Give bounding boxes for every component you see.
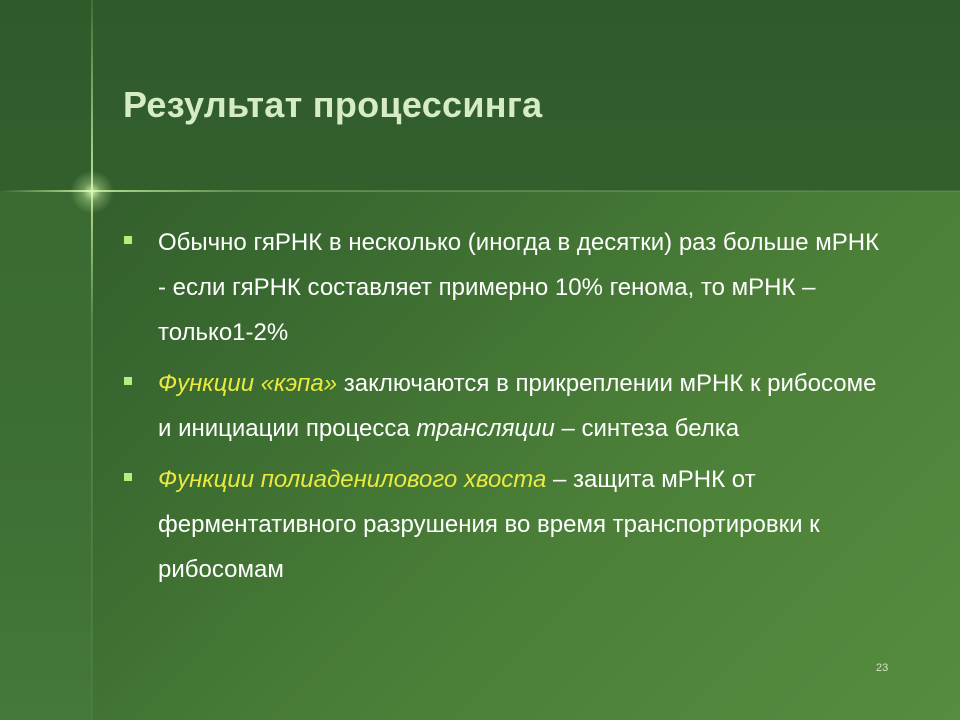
emphasis-text: трансляции (416, 415, 555, 442)
horizontal-divider (0, 190, 960, 192)
bullet-text: – синтеза белка (554, 415, 740, 442)
highlight-text: Функции «кэпа» (158, 370, 338, 397)
bullet-item (122, 361, 882, 451)
divider-glow (70, 170, 114, 214)
bullet-item (122, 220, 882, 355)
bullet-text: Обычно гяРНК в несколько (иногда в десятки) раз больше мРНК - если гяРНК составляет примерно 10% генома, то мРНК – только1-2% (158, 229, 880, 346)
vertical-divider (91, 0, 93, 720)
bullet-list (122, 220, 882, 598)
bullet-square-icon (124, 377, 132, 385)
bullet-text: заключаются в прикреплении мРНК к рибосоме и инициации процесса (158, 370, 877, 442)
bullet-text: – защита мРНК от ферментативного разрушения во время транспортировки к рибосомам (158, 466, 820, 583)
bullet-square-icon (124, 473, 132, 481)
slide-title: Результат процессинга (123, 84, 543, 125)
highlight-text: Функции полиаденилового хвоста (158, 466, 547, 493)
bullet-item (122, 457, 882, 592)
page-number: 23 (876, 662, 889, 674)
left-strip (0, 191, 92, 720)
bullet-square-icon (124, 236, 132, 244)
